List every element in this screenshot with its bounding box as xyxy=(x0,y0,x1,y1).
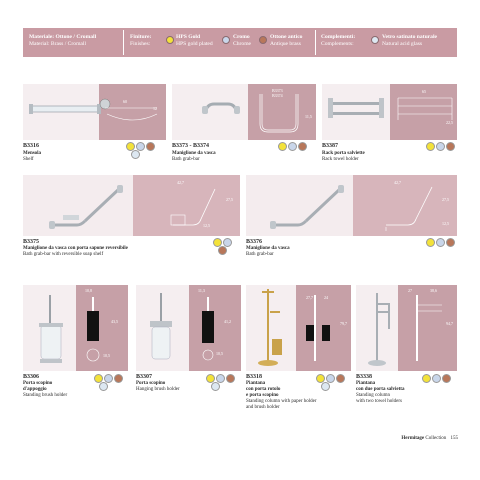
dimension-label: 22,5 xyxy=(446,120,453,125)
gold-swatch xyxy=(426,142,435,151)
dimension-label: 11,5 xyxy=(305,114,312,119)
product-title-it: Mensola xyxy=(23,151,42,156)
dimension-label: 60 xyxy=(123,99,127,104)
product-title-en: and brush holder xyxy=(246,405,280,410)
antique-cell xyxy=(270,34,302,48)
product-image-b3307 xyxy=(136,285,241,371)
product-title-en: with two towel holders xyxy=(356,399,402,404)
antique-brass-swatch xyxy=(146,142,155,151)
dimension-label: 41,2 xyxy=(224,319,231,324)
glass-swatch xyxy=(371,36,379,44)
footer-brand: Hermitage xyxy=(401,436,425,441)
finish-options xyxy=(426,238,466,256)
chrome-swatch xyxy=(436,142,445,151)
gold-subtitle: HPS gold plated xyxy=(176,41,213,47)
dimension-label: 27 xyxy=(408,288,412,293)
chrome-cell xyxy=(233,34,251,48)
finish-options xyxy=(94,374,134,392)
header-divider xyxy=(123,30,124,55)
finish-options xyxy=(278,142,318,160)
product-image-b3387 xyxy=(322,84,457,140)
product-title-en: Standing column with paper holder xyxy=(246,399,317,404)
product-title-en: Standing column xyxy=(356,393,391,398)
product-title-it: Porta scopino xyxy=(23,381,53,386)
glass-subtitle: Natural acid glass xyxy=(382,41,423,47)
page-footer xyxy=(401,436,458,441)
chrome-subtitle: Chrome xyxy=(233,41,252,47)
dimension-label: 38,6 xyxy=(430,288,437,293)
dimension-label: 42,7 xyxy=(394,180,401,185)
product-code: B3375 xyxy=(23,239,40,245)
finishes-cell xyxy=(130,34,151,48)
header-divider xyxy=(315,30,316,55)
finish-options xyxy=(426,142,466,160)
dimension-label: B3374 xyxy=(272,93,283,98)
product-code: B3376 xyxy=(246,239,263,245)
material-cell xyxy=(29,34,96,48)
product-title-en: Bath grab-bar with reversible soap shelf xyxy=(23,252,104,257)
antique-brass-swatch xyxy=(259,36,267,44)
dimension-label: 65 xyxy=(422,89,426,94)
chrome-swatch xyxy=(222,36,230,44)
dimension-label: 27,5 xyxy=(442,197,449,202)
antique-brass-swatch xyxy=(114,374,123,383)
chrome-title: Cromo xyxy=(233,34,250,40)
product-title-it: con due porta salvietta xyxy=(356,387,405,392)
dimension-label: 94,7 xyxy=(446,321,453,326)
product-image-b3306 xyxy=(23,285,128,371)
product-image-b3316 xyxy=(23,84,166,140)
gold-swatch xyxy=(422,374,431,383)
material-subtitle: Material: Brass / Cromall xyxy=(29,41,87,47)
chrome-swatch xyxy=(432,374,441,383)
product-title-it: Maniglione da vasca xyxy=(172,151,216,156)
chrome-swatch xyxy=(288,142,297,151)
product-title-it: con porta rotolo xyxy=(246,387,281,392)
product-image-b3373 xyxy=(172,84,316,140)
dimension-label: 11,3 xyxy=(198,288,205,293)
finish-legend-band xyxy=(23,28,457,57)
dimension-label: 10,5 xyxy=(103,353,110,358)
dimension-label: 43,5 xyxy=(111,319,118,324)
footer-collection: Collection xyxy=(425,436,447,441)
antique-brass-swatch xyxy=(336,374,345,383)
product-image-b3338 xyxy=(356,285,457,371)
antique-brass-swatch xyxy=(446,238,455,247)
product-code: B3307 xyxy=(136,374,153,380)
finishes-subtitle: Finishes: xyxy=(130,41,151,47)
product-title-it: Maniglione da vasca con porta sapone reversibile xyxy=(23,246,128,251)
product-code: B3387 xyxy=(322,143,339,149)
product-code: B3306 xyxy=(23,374,40,380)
glass-cell xyxy=(382,34,437,48)
product-code: B3316 xyxy=(23,143,40,149)
page-number: 155 xyxy=(450,436,458,441)
finish-options xyxy=(316,374,356,392)
product-title-en: Bath grab-bar xyxy=(246,252,274,257)
antique-brass-swatch xyxy=(446,142,455,151)
complements-title: Complementi: xyxy=(321,34,356,40)
glass-swatch xyxy=(321,382,330,391)
dimension-label: 10,5 xyxy=(216,351,223,356)
dimension-label: 27,7 xyxy=(306,295,313,300)
product-title-en: Bath grab-bar xyxy=(172,157,200,162)
gold-swatch xyxy=(278,142,287,151)
antique-brass-swatch xyxy=(298,142,307,151)
dimension-label: 12 xyxy=(153,106,157,111)
dimension-label: 10,8 xyxy=(85,288,92,293)
product-image-b3318 xyxy=(246,285,351,371)
product-title-it: Piantana xyxy=(356,381,376,386)
product-title-it: Piantana xyxy=(246,381,266,386)
antique-brass-swatch xyxy=(218,246,227,255)
product-title-it: Maniglione da vasca xyxy=(246,246,290,251)
finish-options xyxy=(206,374,246,392)
gold-swatch xyxy=(426,238,435,247)
product-title-it: Rack porta salviette xyxy=(322,151,365,156)
product-image-b3376 xyxy=(246,175,457,236)
glass-swatch xyxy=(99,382,108,391)
product-image-b3375 xyxy=(23,175,240,236)
dimension-label: 42,7 xyxy=(177,180,184,185)
chrome-swatch xyxy=(436,238,445,247)
dimension-label: 24 xyxy=(324,295,328,300)
dimension-label: B3373 xyxy=(272,88,283,93)
gold-cell xyxy=(176,34,213,48)
antique-brass-swatch xyxy=(442,374,451,383)
glass-swatch xyxy=(131,150,140,159)
dimension-label: 12,5 xyxy=(442,221,449,226)
product-code: B3318 xyxy=(246,374,263,380)
finish-options xyxy=(422,374,462,392)
product-title-en: Shelf xyxy=(23,157,34,162)
product-title-it: e porta scopino xyxy=(246,393,279,398)
antique-title: Ottone antico xyxy=(270,34,303,40)
product-code: B3373 - B3374 xyxy=(172,143,210,149)
glass-swatch xyxy=(211,382,220,391)
dimension-label: 27,5 xyxy=(226,197,233,202)
dimension-label: 79,7 xyxy=(340,321,347,326)
dimension-label: 12,5 xyxy=(203,223,210,228)
material-title: Materiale: Ottone / Cromall xyxy=(29,34,97,40)
product-title-it: d'appoggio xyxy=(23,387,47,392)
finish-options xyxy=(126,142,166,160)
product-code: B3338 xyxy=(356,374,373,380)
product-title-it: Porta scopino xyxy=(136,381,166,386)
complements-subtitle: Complements: xyxy=(321,41,354,47)
finishes-title: Finiture: xyxy=(130,34,152,40)
antique-brass-swatch xyxy=(226,374,235,383)
antique-subtitle: Antique brass xyxy=(270,41,301,47)
product-title-en: Hanging brush holder xyxy=(136,387,180,392)
gold-swatch xyxy=(166,36,174,44)
glass-title: Vetro satinato naturale xyxy=(382,34,438,40)
complements-cell xyxy=(321,34,355,48)
gold-title: HPS Gold xyxy=(176,34,201,40)
product-title-en: Standing brush holder xyxy=(23,393,68,398)
product-title-en: Rack towel holder xyxy=(322,157,359,162)
